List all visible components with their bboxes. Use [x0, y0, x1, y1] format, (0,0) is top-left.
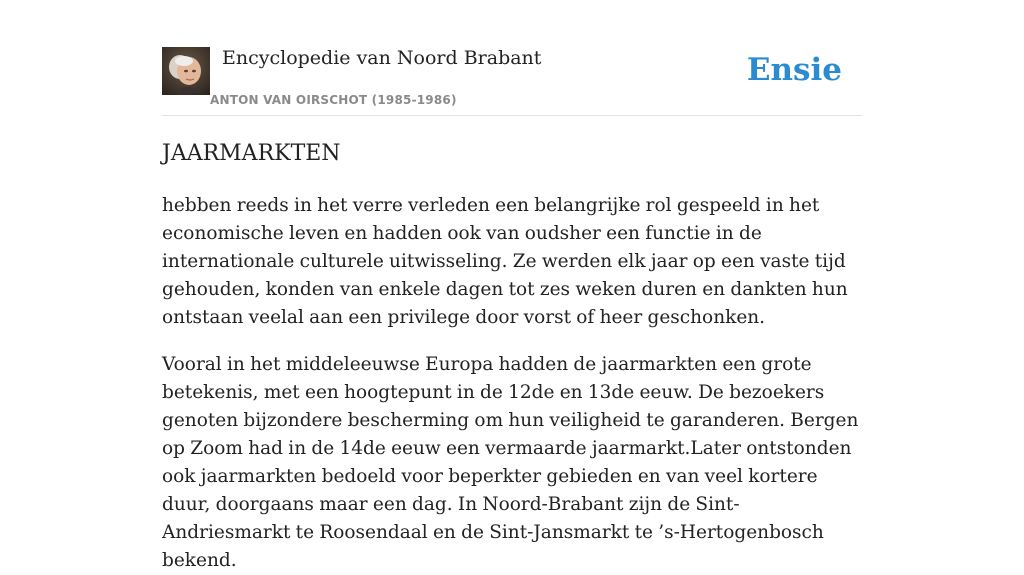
header-divider [162, 115, 862, 116]
ensie-logo[interactable]: Ensie [746, 52, 842, 88]
article-paragraph-2: Vooral in het middeleeuwse Europa hadden de jaarmarkten een grote betekenis, met een hoogtepunt in de 12de en 13de eeuw. De bezoekers genoten bijzondere bescherming om hun veiligheid te garanderen. Bergen op Zoom had in de 14de eeuw een vermaarde jaarmarkt.Later ontstonden ook jaarmarkten bedoeld voor beperkter gebieden en van veel kortere duur, doorgaans maar een dag. In Noord-Brabant zijn de Sint-Andriesmarkt te Roosendaal en de Sint-Jansmarkt te ’s-Hertogenbosch bekend. [162, 354, 859, 571]
article-title: JAARMARKTEN [162, 141, 341, 166]
header [162, 46, 862, 116]
avatar-portrait-icon [162, 47, 210, 95]
article-paragraph-1: hebben reeds in het verre verleden een belangrijke rol gespeeld in het economische leven en hadden ook van oudsher een functie in de internationale culturele uitwisseling. Ze werden elk jaar op een vaste tijd gehouden, konden van enkele dagen tot zes weken duren en dankten hun ontstaan veelal aan een privilege door vorst of heer geschonken. [162, 195, 848, 328]
article [162, 140, 862, 575]
author-name[interactable]: ANTON VAN OIRSCHOT (1985-1986) [210, 93, 457, 107]
site-title[interactable]: Encyclopedie van Noord Brabant [222, 47, 542, 69]
author-avatar [162, 47, 210, 95]
